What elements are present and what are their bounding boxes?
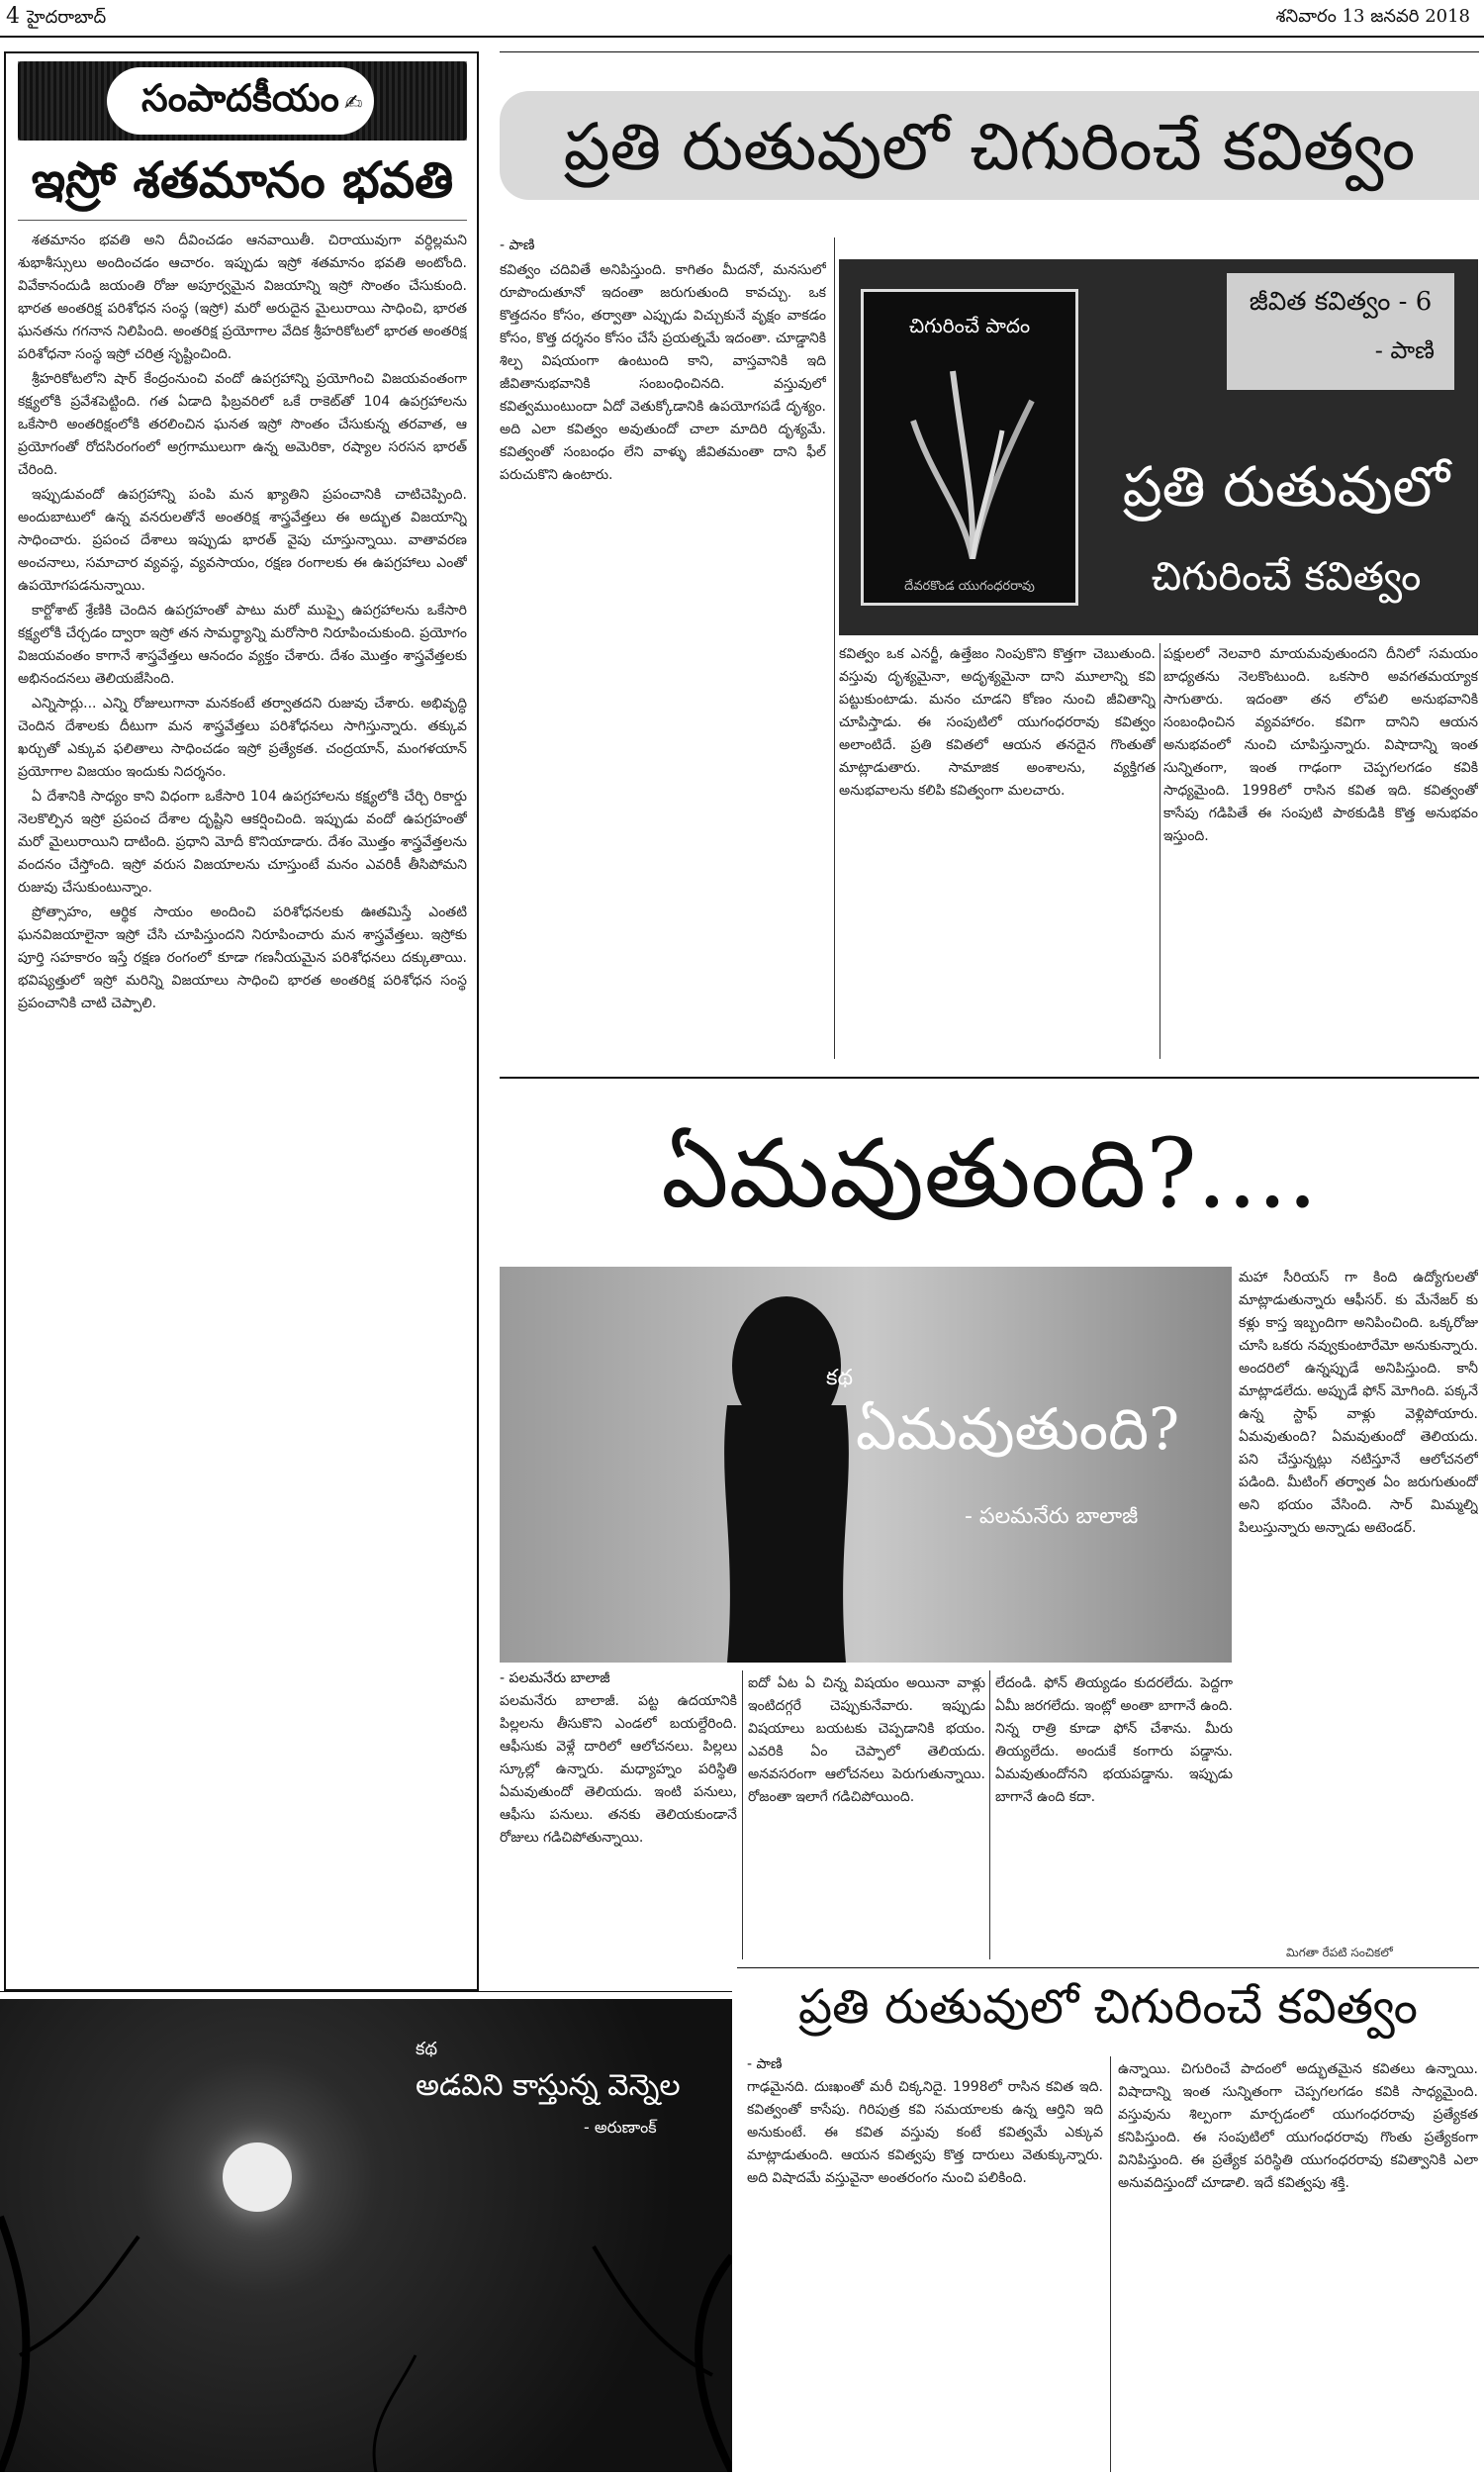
story-author: - పలమనేరు బాలాజీ [965, 1504, 1139, 1529]
masthead-rule [0, 36, 1484, 38]
forest-author: - అరుణాంక్ [584, 2118, 657, 2137]
series-author: - పాణి [1374, 336, 1435, 364]
city-name: హైదరాబాద్ [27, 7, 107, 28]
bottom-poetry-byline: - పాణి [747, 2056, 783, 2072]
bottom-rule [0, 1991, 732, 1992]
bottom-poetry-col-2: ఉన్నాయి. చిగురించే పాదంలో అద్భుతమైన కవితలు ఉన్నాయి. విషాదాన్ని ఇంత సున్నితంగా చెప్పగలగడం కవికి సాధ్యమైంది. వస్తువును శిల్పంగా మార్చడంలో యుగంధరరావు ప్రత్యేకత కనిపిస్తుంది. ఈ సంపుటిలో యుగంధరరావు గొంతు ప్రత్యేకంగా వినిపిస్తుంది. ఈ ప్రత్యేక పరిస్థితి యుగంధరరావు కవిత్వానికి ఎలా అనువదిస్తుందో చూడాలి. ఇదే కవిత్వపు శక్తి. [1118, 2061, 1478, 2191]
book-author: దేవరకొండ యుగంధరరావు [904, 579, 1035, 594]
bottom-poetry-rule [737, 1967, 1479, 1968]
editorial-body [18, 230, 467, 1981]
inset-line-1: ప్రతి రుతువులో [1122, 455, 1450, 520]
poetry-byline: - పాణి [500, 238, 535, 253]
series-label: జీవిత కవిత్వం - 6 [1249, 287, 1433, 317]
column-divider [989, 1670, 990, 1959]
story-banner-title: ఏమవుతుంది?.... [661, 1118, 1318, 1229]
inset-line-2: చిగురించే కవిత్వం [1151, 554, 1422, 600]
editorial-label-box [18, 61, 467, 141]
poetry-col-2: కవిత్వం ఒక ఎనర్జీ, ఉత్తేజం నింపుకొని కొత్తగా చెబుతుంది. వస్తువు దృశ్యమైనా, అదృశ్యమైనా దాని మూలాన్ని కవి పట్టుకుంటాడు. మనం చూడని కోణం నుంచి జీవితాన్ని చూపిస్తాడు. ఈ సంపుటిలో యుగంధరరావు కవిత్వం అలాంటిదే. ప్రతి కవితలో ఆయన తనదైన గొంతుతో మాట్లాడుతారు. సామాజిక అంశాలను, వ్యక్తిగత అనుభవాలను కలిపి కవిత్వంగా మలచారు. [839, 646, 1156, 799]
forest-label: కథ [416, 2039, 438, 2059]
issue-date: శనివారం 13 జనవరి 2018 [1275, 6, 1470, 27]
poetry-col-3: పక్షులలో నెలవారి మాయమవుతుందని దీనిలో సమయం బాధ్యతను నెలకొంటుంది. ఒకసారి అవగతమయ్యాక సాగుతారు. ఇదంతా తన లోపలి అనుభవానికి సంబంధించిన వ్యవహారం. కవిగా దానిని ఆయన అనుభవంలో నుంచి చూపిస్తున్నారు. విషాదాన్ని ఇంత సున్నితంగా, ఇంత గాఢంగా చెప్పగలగడం కవికి సాధ్యమైంది. 1998లో రాసిన కవిత ఇది. కవిత్వంతో కాసేపు గడిపితే ఈ సంపుటి పాఠకుడికి కొత్త అనుభవం ఇస్తుంది. [1163, 646, 1478, 844]
editorial-paragraph: కార్టోశాట్ శ్రేణికి చెందిన ఉపగ్రహంతో పాటు మరో ముప్పై ఉపగ్రహాలను ఒకేసారి కక్ష్యలోకి చేర్చడం ద్వారా ఇస్రో తన సామర్థ్యాన్ని మరోసారి నిరూపించుకుంది. ప్రయోగం విజయవంతం కాగానే శాస్త్రవేత్తలు ఆనందం వ్యక్తం చేశారు. దేశం మొత్తం శాస్త్రవేత్తలకు అభినందనలు తెలియజేసింది. [18, 603, 467, 687]
story-top-rule [500, 1077, 1479, 1079]
editorial-paragraph: ఏ దేశానికి సాధ్యం కాని విధంగా ఒకేసారి 104 ఉపగ్రహాలను కక్ష్యలోకి చేర్చి రికార్డు నెలకొల్పిన ఇస్రో ప్రపంచ దేశాల దృష్టిని ఆకర్షించింది. ఇప్పుడు వందో ఉపగ్రహంతో మరో మైలురాయిని దాటింది. ప్రధాని మోదీ కొనియాడారు. దేశం మొత్తం శాస్త్రవేత్తలను వందనం చేస్తోంది. ఇస్రో వరుస విజయాలను చూస్తుంటే మనం ఎవరికీ తీసిపోమని రుజువు చేసుకుంటున్నాం. [18, 789, 467, 896]
editorial-paragraph: ఇప్పుడువందో ఉపగ్రహాన్ని పంపి మన ఖ్యాతిని ప్రపంచానికి చాటిచెప్పింది. అందుబాటులో ఉన్న వనరులతోనే అంతరిక్ష శాస్త్రవేత్తలు ఈ అద్భుత విజయాన్ని సాధించారు. ప్రపంచ దేశాలు ఇప్పుడు భారత్ వైపు చూస్తున్నాయి. వాతావరణ అంచనాలు, సమాచార వ్యవస్థ, వ్యవసాయం, రక్షణ రంగాలకు ఈ ఉపగ్రహాలు ఎంతో ఉపయోగపడనున్నాయి. [18, 487, 467, 594]
page-number: 4 హైదరాబాద్ [6, 4, 107, 29]
forest-photo [0, 1999, 732, 2472]
book-title: చిగురించే పాదం [908, 314, 1031, 337]
story-photo [500, 1267, 1232, 1663]
story-photo-title: ఏమవుతుంది? [856, 1395, 1180, 1463]
poetry-top-rule [500, 51, 1479, 52]
forest-title: అడవిని కాస్తున్న వెన్నెల [416, 2068, 681, 2103]
poetry-col-1: కవిత్వం చదివితే అనిపిస్తుంది. కాగితం మీదనో, మనసులో రూపొందుతూనో ఇదంతా జరుగుతుంది కావచ్చు. ఒక కొత్తదనం కోసం, తర్వాతా ఎప్పుడు విచ్చుకునే వృక్షం వాకడం కోసం, కొత్త దర్శనం కోసం చేసే ప్రయత్నమే ఇదంతా. చూడ్డానికి శిల్ప విషయంగా ఉంటుంది కాని, వాస్తవానికి ఇది జీవితానుభవానికి సంబంధించినది. వస్తువులో కవిత్వముంటుందా ఏదో వెతుక్కోడానికి ఉపయోగపడే దృశ్యం. అది ఎలా కవిత్వం అవుతుందో చాలా మాదిరి దృశ్యమే. కవిత్వంతో సంబంధం లేని వాళ్ళు జీవితమంతా దాని ఫీల్ పరుచుకొని ఉంటారు. [500, 262, 826, 483]
editorial-paragraph: ప్రోత్సాహం, ఆర్థిక సాయం అందించి పరిశోధనలకు ఊతమిస్తే ఎంతటి ఘనవిజయాలైనా ఇస్రో చేసి చూపిస్తుందని నిరూపించారు మన శాస్త్రవేత్తలు. ఇస్రోకు పూర్తి సహకారం ఇస్తే రక్షణ రంగంలో కూడా గణనీయమైన పరిశోధనలు దక్కుతాయి. భవిష్యత్తులో ఇస్రో మరిన్ని విజయాలు సాధించి భారత అంతరిక్ష పరిశోధన సంస్థ ప్రపంచానికి చాటి చెప్పాలి. [18, 904, 467, 1011]
series-box [1227, 273, 1454, 390]
story-label: కథ [826, 1366, 854, 1390]
story-byline: - పలమనేరు బాలాజీ [500, 1670, 610, 1686]
story-col-2: ఐదో ఏట ఏ చిన్న విషయం అయినా వాళ్లు ఇంటిదగ్గరే చెప్పుకునేవారు. ఇప్పుడు విషయాలు బయటకు చెప్పడానికి భయం. ఎవరికి ఏం చెప్పాలో తెలియదు. అనవసరంగా ఆలోచనలు పెరుగుతున్నాయి. రోజంతా ఇలాగే గడిచిపోయింది. [748, 1675, 985, 1805]
grass-illustration [903, 361, 1042, 559]
bottom-poetry-col-1: గాఢమైనది. దుఃఖంతో మరీ చిక్కనిదై. 1998లో రాసిన కవిత ఇది. కవిత్వంతో కాసేపు. గిరిపుత్ర కవి సమయాలకు ఉన్న ఆర్తిని ఇది అనుకుంటే. ఈ కవిత వస్తువు కంటే కవిత్వమే ఎక్కువ మాట్లాడుతుంది. ఆయన కవిత్వపు కొత్త దారులు వెతుక్కున్నారు. అది విషాదమే వస్తువైనా అంతరంగం నుంచి పలికింది. [747, 2079, 1103, 2186]
column-divider [742, 1670, 743, 1959]
column-divider [1159, 643, 1160, 1059]
editorial-paragraph: శతమానం భవతి అని దీవించడం ఆనవాయితీ. చిరాయువుగా వర్ధిల్లమని శుభాశీస్సులు అందించడం ఆచారం. ఇప్పుడు ఇస్రో శతమానం భవతి అంటోంది. వివేకానందుడి జయంతి రోజు అపూర్వమైన విజయాన్ని ఇస్రో సొంతం చేసుకుంది. భారత అంతరిక్ష పరిశోధన సంస్థ (ఇస్రో) మరో అరుదైన మైలురాయి సాధించి, భారత ఘనతను గగనాన నిలిపింది. అంతరిక్ష ప్రయోగాల వేదిక శ్రీహరికోటలో భారత అంతరిక్ష పరిశోధనా సంస్థ ఇస్రో చరిత్ర సృష్టించింది. [18, 233, 467, 362]
pen-icon: ✍ [344, 91, 363, 116]
column-divider [834, 238, 835, 1059]
editorial-label: సంపాదకీయం [141, 75, 339, 120]
book-cover [861, 289, 1078, 606]
editorial-paragraph: శ్రీహరికోటలోని షార్ కేంద్రంనుంచి వందో ఉపగ్రహాన్ని ప్రయోగించి విజయవంతంగా కక్ష్యలోకి ప్రవేశపెట్టింది. గత ఏడాది ఫిబ్రవరిలో ఒకే రాకెట్‌తో 104 ఉపగ్రహాలను ఒకేసారి అంతరిక్షంలోకి తరలించిన ఘనత ఇస్రో సొంతం చేసుకున్న తరవాత, ఆ ప్రయోగంతో రోదసిరంగంలో అగ్రగాములుగా ఉన్న అమెరికా, రష్యాల సరసన భారత్ చేరింది. [18, 371, 467, 478]
editorial-headline: ఇస్రో శతమానం భవతి [31, 150, 454, 209]
continued-credit: మిగతా రేపటి సంచికలో [1286, 1946, 1393, 1959]
headline-rule [18, 220, 467, 221]
poetry-banner-title: ప్రతి రుతువులో చిగురించే కవిత్వం [563, 109, 1416, 185]
story-col-3: లేదండి. ఫోన్ తియ్యడం కుదరలేదు. పెద్దగా ఏమీ జరగలేదు. ఇంట్లో అంతా బాగానే ఉంది. నిన్న రాత్రి కూడా ఫోన్ చేశాను. మీరు తియ్యలేదు. అందుకే కంగారు పడ్డాను. ఏమవుతుందోనని భయపడ్డాను. ఇప్పుడు బాగానే ఉంది కదా. [995, 1675, 1233, 1805]
bottom-poetry-title: ప్రతి రుతువులో చిగురించే కవిత్వం [798, 1979, 1418, 2035]
story-col-1: పలమనేరు బాలాజీ. పట్ట ఉదయానికి పిల్లలను తీసుకొని ఎండలో బయల్దేరింది. ఆఫీసుకు వెళ్లే దారిలో ఆలోచనలు. పిల్లలు స్కూల్లో ఉన్నారు. మధ్యాహ్నం పరిస్థితి ఏమవుతుందో తెలియదు. ఇంటి పనులు, ఆఫీసు పనులు. తనకు తెలియకుండానే రోజులు గడిచిపోతున్నాయి. [500, 1693, 737, 1846]
editorial-paragraph: ఎన్నిసార్లు... ఎన్ని రోజులుగానా మనకంటే తర్వాతదని రుజువు చేశారు. అభివృద్ధి చెందిన దేశాలకు దీటుగా మన శాస్త్రవేత్తలు పరిశోధనలు సాగిస్తున్నారు. తక్కువ ఖర్చుతో ఎక్కువ ఫలితాలు సాధించడం ఇస్రో ప్రత్యేకత. చంద్రయాన్, మంగళయాన్ ప్రయోగాల విజయం ఇందుకు నిదర్శనం. [18, 696, 467, 780]
story-side-text: మహా సీరియస్ గా కింది ఉద్యోగులతో మాట్లాడుతున్నారు ఆఫీసర్. కు మేనేజర్ కు కళ్లు కాస్త ఇబ్బందిగా అనిపించింది. ఒక్కరోజు చూసి ఒకరు నవ్వుకుంటారేమో అనుకున్నారు. అందరిలో ఉన్నప్పుడే అనిపిస్తుంది. కానీ మాట్లాడలేదు. అప్పుడే ఫోన్ మోగింది. పక్కనే ఉన్న స్టాఫ్ వాళ్లు వెళ్లిపోయారు. ఏమవుతుంది? ఏమవుతుందో తెలియదు. పని చేస్తున్నట్లు నటిస్తూనే ఆలోచనలో పడింది. మీటింగ్ తర్వాత ఏం జరుగుతుందో అని భయం వేసింది. సార్ మిమ్మల్ని పిలుస్తున్నారు అన్నాడు అటెండర్. [1239, 1270, 1478, 1536]
column-divider [1110, 2056, 1111, 2472]
